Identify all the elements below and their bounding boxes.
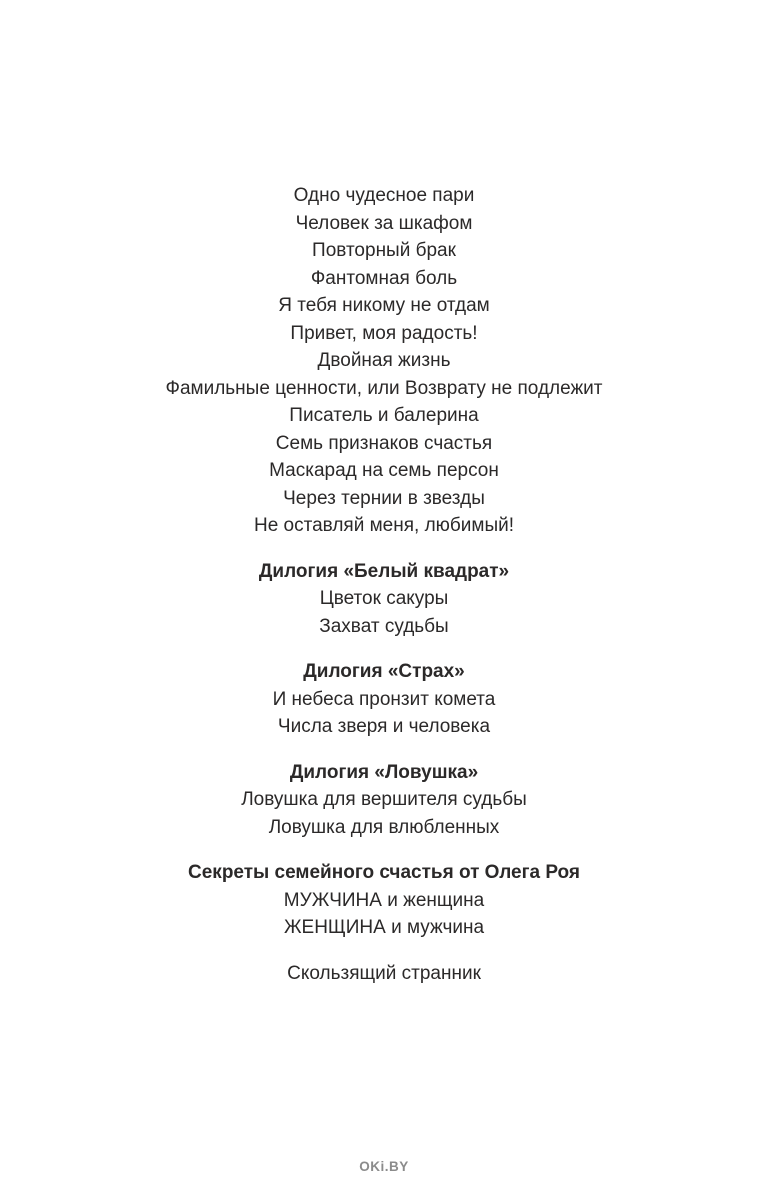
section-heading: Дилогия «Белый квадрат» (258, 560, 510, 582)
book-title: И небеса пронзит комета (272, 688, 496, 710)
section-heading: Секреты семейного счастья от Олега Роя (188, 862, 580, 883)
book-title: Маскарад на семь персон (269, 460, 499, 481)
book-title: ЖЕНЩИНА и мужчина (283, 917, 485, 938)
book-title: Захват судьбы (319, 615, 449, 637)
book-title: Скользящий странник (287, 962, 481, 984)
book-title: Через тернии в звезды (283, 487, 485, 509)
section-heading: Дилогия «Страх» (303, 661, 465, 682)
book-title: Одно чудесное пари (293, 185, 475, 206)
book-title: Я тебя никому не отдам (278, 295, 490, 316)
title-section (0, 558, 768, 641)
title-section (0, 960, 768, 988)
title-section (0, 859, 768, 942)
book-title: Повторный брак (312, 240, 456, 261)
title-section (0, 182, 768, 540)
book-title: Писатель и балерина (289, 405, 479, 426)
book-title: Привет, моя радость! (290, 322, 478, 344)
book-title: Двойная жизнь (317, 350, 451, 371)
book-title: МУЖЧИНА и женщина (283, 889, 485, 911)
book-title: Человек за шкафом (295, 212, 473, 234)
book-title: Цветок сакуры (319, 588, 449, 609)
book-title: Не оставляй меня, любимый! (253, 515, 515, 536)
book-title: Числа зверя и человека (277, 716, 491, 737)
title-section (0, 759, 768, 842)
watermark: OKi.BY (359, 1159, 409, 1174)
section-heading: Дилогия «Ловушка» (289, 761, 479, 783)
book-title: Фамильные ценности, или Возврату не подлежит (165, 377, 603, 399)
book-title: Семь признаков счастья (275, 432, 493, 454)
book-title: Ловушка для вершителя судьбы (241, 789, 527, 810)
book-title: Фантомная боль (310, 267, 458, 289)
title-section (0, 658, 768, 741)
book-title: Ловушка для влюбленных (268, 816, 500, 838)
